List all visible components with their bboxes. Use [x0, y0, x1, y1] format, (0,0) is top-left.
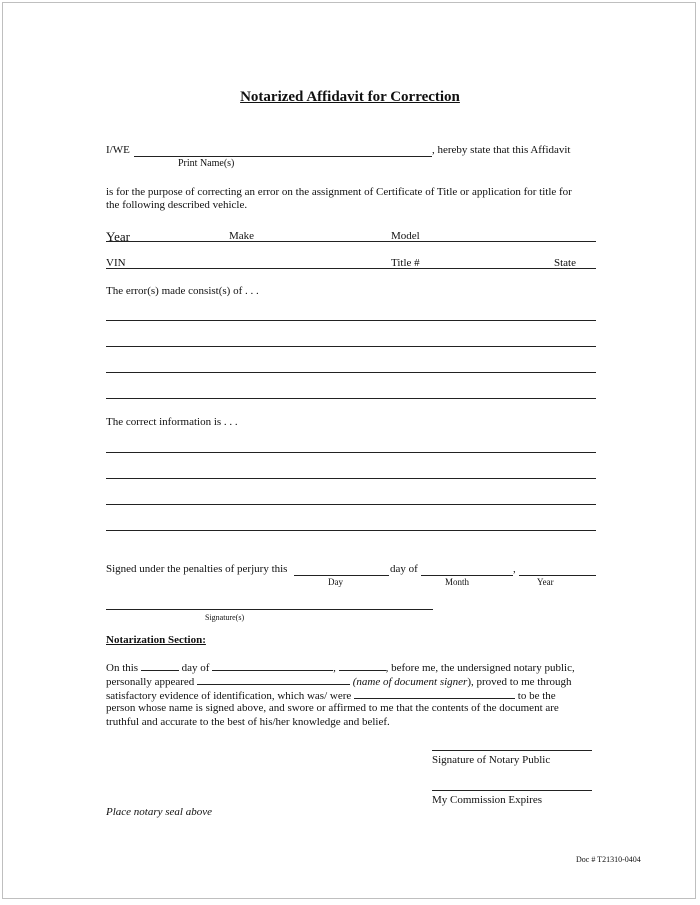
notary-signature-caption: Signature of Notary Public: [432, 754, 551, 766]
signed-day-field[interactable]: [294, 575, 389, 576]
notary-seal-note: Place notary seal above: [106, 806, 212, 818]
document-signer-field[interactable]: [197, 674, 350, 685]
notary-line-3: [106, 688, 556, 702]
signatures-caption: Signature(s): [205, 613, 245, 622]
state-text: , hereby state that this Affidavit: [432, 144, 571, 156]
error-line-3[interactable]: [106, 372, 596, 373]
print-names-field[interactable]: [134, 156, 432, 157]
notary-comma: ,: [333, 662, 336, 674]
title-number-label: Title #: [391, 257, 420, 269]
iwe-label: I/WE: [106, 144, 130, 156]
signed-text: Signed under the penalties of perjury this: [106, 563, 288, 575]
notary-day-field[interactable]: [141, 660, 179, 671]
notary-line-5: truthful and accurate to the best of his/her knowledge and belief.: [106, 716, 390, 728]
month-caption: Month: [445, 577, 470, 587]
purpose-line-2: the following described vehicle.: [106, 199, 248, 211]
model-label: Model: [391, 230, 420, 242]
signed-month-field[interactable]: [421, 575, 513, 576]
purpose-line-1: is for the purpose of correcting an error on the assignment of Certificate of Title or application for title for: [106, 186, 572, 198]
correct-line-2[interactable]: [106, 478, 596, 479]
notary-year-field[interactable]: [339, 660, 386, 671]
notary-to-be-the: to be the: [517, 690, 556, 702]
notary-on-this: On this: [106, 662, 139, 674]
notary-signature-field[interactable]: [432, 750, 592, 751]
correct-line-1[interactable]: [106, 452, 596, 453]
day-caption: Day: [328, 577, 343, 587]
signed-comma: ,: [513, 563, 516, 575]
identification-field[interactable]: [354, 688, 515, 699]
document-signer-caption: (name of document signer: [352, 676, 468, 688]
notary-day-of: day of: [181, 662, 210, 674]
document-title: Notarized Affidavit for Correction: [240, 89, 460, 105]
notary-line-1: [106, 660, 575, 674]
notary-before-me: , before me, the undersigned notary public,: [385, 662, 575, 674]
year-make-model-field[interactable]: [106, 241, 596, 242]
commission-expires-caption: My Commission Expires: [432, 794, 543, 806]
notary-line-4: person whose name is signed above, and swore or affirmed to me that the contents of the document are: [106, 702, 559, 714]
error-line-1[interactable]: [106, 320, 596, 321]
signed-year-field[interactable]: [519, 575, 596, 576]
signatures-field[interactable]: [106, 609, 433, 610]
notarization-heading: Notarization Section:: [106, 634, 206, 646]
vin-label: VIN: [106, 257, 126, 269]
year-caption: Year: [537, 577, 554, 587]
notary-line-2: [106, 674, 572, 688]
make-label: Make: [229, 230, 255, 242]
affidavit-page: [2, 2, 696, 899]
state-label: State: [554, 257, 576, 269]
commission-expires-field[interactable]: [432, 790, 592, 791]
day-of-label: day of: [390, 563, 418, 575]
notary-month-field[interactable]: [212, 660, 333, 671]
error-line-2[interactable]: [106, 346, 596, 347]
notary-personally-appeared: personally appeared: [106, 676, 195, 688]
print-names-caption: Print Name(s): [178, 158, 235, 169]
correct-line-3[interactable]: [106, 504, 596, 505]
error-line-4[interactable]: [106, 398, 596, 399]
year-label: Year: [106, 229, 130, 244]
correct-line-4[interactable]: [106, 530, 596, 531]
errors-label: The error(s) made consist(s) of . . .: [106, 285, 259, 297]
doc-number: Doc # T21310-0404: [576, 855, 641, 864]
notary-satisfactory: satisfactory evidence of identification, which was/ were: [106, 690, 352, 702]
notary-proved: ), proved to me through: [467, 676, 572, 688]
vin-title-state-field[interactable]: [106, 268, 596, 269]
correct-info-label: The correct information is . . .: [106, 416, 238, 428]
